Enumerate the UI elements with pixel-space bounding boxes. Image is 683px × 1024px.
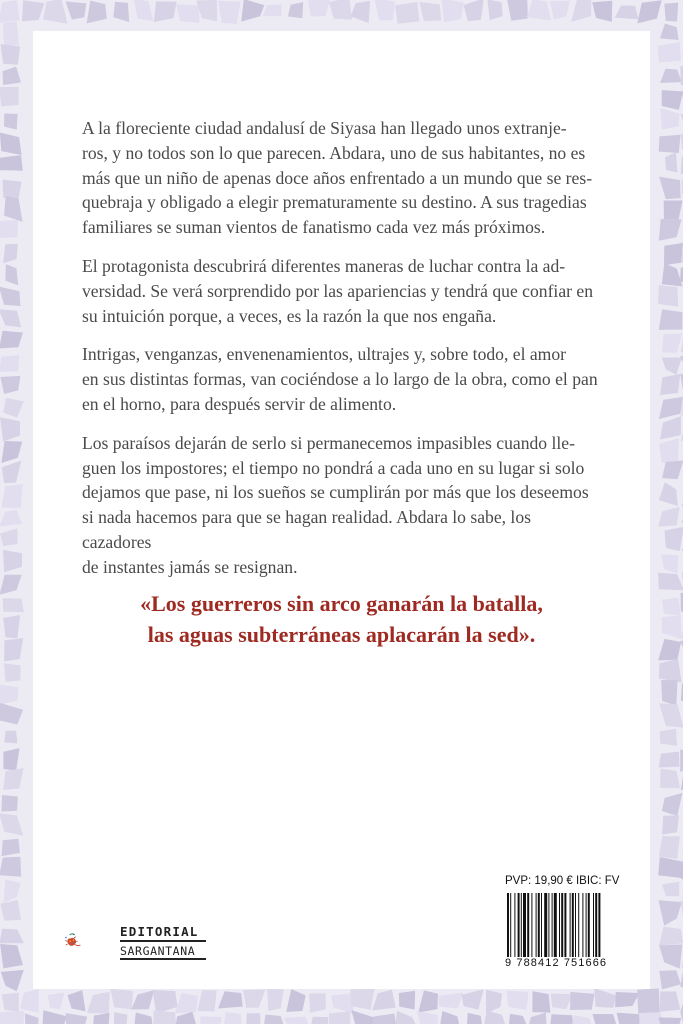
mosaic-tile: [0, 857, 21, 877]
mosaic-tile: [0, 417, 20, 441]
mosaic-tile: [419, 2, 441, 21]
quote-line-2: las aguas subterráneas aplacarán la sed».: [147, 622, 536, 647]
publisher-logo: [64, 912, 124, 970]
mosaic-tile: [659, 900, 682, 926]
mosaic-tile: [550, 1014, 574, 1024]
mosaic-tile: [659, 659, 682, 683]
isbn-digits: 9 788412 751666: [505, 957, 608, 969]
mosaic-tile: [659, 944, 682, 968]
mosaic-tile: [659, 309, 683, 330]
mosaic-tile: [0, 355, 19, 372]
mosaic-tile: [154, 1011, 177, 1024]
mosaic-tile: [3, 768, 23, 790]
mosaic-tile: [0, 900, 21, 921]
mosaic-tile: [113, 2, 129, 22]
mosaic-tile: [3, 21, 19, 45]
mosaic-tile: [67, 990, 85, 1011]
mosaic-tile: [532, 991, 550, 1012]
barcode-bar: [523, 893, 526, 957]
mosaic-tile: [550, 1, 570, 20]
mosaic-tile: [0, 286, 20, 306]
barcode-bar: [559, 893, 560, 957]
mosaic-tile: [659, 482, 678, 506]
barcode-bar: [561, 893, 563, 957]
text-line: de instantes jamás se resignan.: [82, 556, 298, 577]
mosaic-tile: [48, 993, 65, 1010]
mosaic-tile: [0, 331, 23, 349]
mosaic-tile: [1, 484, 22, 508]
barcode-bar: [578, 893, 579, 957]
mosaic-tile: [0, 685, 19, 705]
mosaic-tile: [110, 989, 133, 1010]
barcode-bar: [544, 893, 547, 957]
mosaic-tile: [351, 1, 370, 23]
barcode-bar: [521, 893, 522, 957]
mosaic-tile: [660, 108, 679, 130]
text-line: en sus distintas formas, van cociéndose a lo largo de la obra, como el pan: [82, 369, 598, 390]
mosaic-tile: [659, 836, 680, 859]
barcode-bar: [538, 893, 540, 957]
text-line: A la floreciente ciudad andalusí de Siyasa han llegado unos extranje-: [82, 118, 567, 138]
mosaic-tile: [662, 815, 679, 834]
mosaic-tile: [223, 1012, 242, 1024]
mosaic-tile: [662, 90, 683, 110]
mosaic-tile: [0, 0, 20, 23]
mosaic-tile: [637, 988, 659, 1014]
gecko-icon: [65, 934, 80, 946]
mosaic-tile: [4, 663, 21, 682]
mosaic-tile: [131, 990, 154, 1009]
mosaic-tile: [87, 1, 107, 24]
mosaic-tile: [662, 882, 679, 897]
mosaic-tile: [4, 879, 21, 902]
mosaic-tile: [3, 66, 21, 84]
mosaic-tile: [2, 795, 18, 812]
mosaic-tile: [241, 0, 264, 22]
blurb-paragraph: [82, 431, 604, 580]
mosaic-tile: [196, 0, 217, 21]
mosaic-tile: [3, 180, 22, 199]
barcode-bar: [598, 893, 600, 957]
price-label: PVP: 19,90 € IBIC: FV: [505, 875, 620, 887]
barcode-bar: [588, 893, 590, 957]
mosaic-tile: [372, 990, 395, 1011]
mosaic-tile: [439, 993, 463, 1009]
mosaic-tile: [0, 813, 23, 835]
mosaic-tile: [615, 992, 640, 1007]
mosaic-tile: [395, 2, 419, 24]
mosaic-tile: [20, 989, 39, 1013]
mosaic-tile: [417, 1011, 438, 1024]
mosaic-tile: [659, 438, 679, 463]
mosaic-tile: [351, 1010, 374, 1024]
text-line: quebraja y obligado a elegir prematuramente su destino. A sus tragedias: [82, 192, 587, 213]
mosaic-tile: [660, 769, 680, 789]
mosaic-tile: [309, 993, 326, 1013]
mosaic-tile: [662, 357, 682, 374]
mosaic-tile: [4, 114, 18, 130]
mosaic-tile: [328, 1011, 350, 1024]
mosaic-tile: [0, 155, 23, 171]
mosaic-tile: [570, 1015, 594, 1024]
mosaic-tile: [372, 1013, 397, 1024]
mosaic-tile: [0, 132, 22, 155]
mosaic-tile: [284, 1017, 310, 1024]
mosaic-tile: [350, 988, 374, 1009]
mosaic-tile: [659, 219, 682, 241]
mosaic-tile: [660, 374, 680, 395]
mosaic-tile: [218, 1, 241, 24]
mosaic-tile: [310, 1017, 328, 1024]
mosaic-tile: [486, 990, 502, 1014]
mosaic-tile: [263, 1015, 285, 1024]
mosaic-tile: [466, 1013, 483, 1024]
mosaic-tile: [638, 1012, 661, 1024]
text-line: más que un niño de apenas doce años enfrentado a un mundo que se res-: [82, 167, 593, 188]
mosaic-tile: [0, 528, 18, 546]
mosaic-tile: [43, 0, 68, 24]
barcode-bar: [510, 893, 511, 957]
mosaic-tile: [658, 857, 683, 878]
mosaic-tile: [662, 263, 683, 286]
barcode-bar: [541, 893, 542, 957]
barcode-bar: [570, 893, 571, 957]
mosaic-tile: [659, 177, 681, 200]
mosaic-tile: [527, 0, 551, 21]
publisher-name-line-1: EDITORIAL: [120, 924, 199, 939]
mosaic-tile: [267, 989, 283, 1011]
logo-divider: [120, 958, 206, 960]
mosaic-tile: [0, 1011, 24, 1024]
mosaic-tile: [246, 1013, 261, 1024]
barcode-bar: [536, 893, 537, 957]
blurb-paragraph: [82, 116, 604, 240]
mosaic-tile: [153, 990, 178, 1014]
mosaic-tile: [114, 1012, 128, 1024]
mosaic-tile: [92, 1013, 109, 1024]
barcode-bar: [593, 893, 594, 957]
mosaic-tile: [660, 24, 679, 40]
mosaic-tile: [661, 680, 677, 706]
mosaic-tile: [134, 0, 154, 21]
mosaic-tile: [200, 1016, 221, 1024]
blurb-paragraph: [82, 342, 604, 416]
mosaic-tile: [570, 992, 594, 1010]
blurb-paragraph: [82, 254, 604, 328]
mosaic-tile: [0, 510, 22, 527]
mosaic-tile: [176, 4, 199, 23]
mosaic-tile: [658, 639, 681, 661]
text-line: Los paraísos dejarán de serlo si permanecemos impasibles cuando lle-: [82, 432, 575, 453]
quote-line-1: «Los guerreros sin arco ganarán la batalla,: [140, 591, 543, 616]
mosaic-tile: [66, 1, 87, 19]
mosaic-tile: [659, 970, 681, 989]
text-line: familiares se suman vientos de fanatismo cada vez más próximos.: [82, 217, 546, 238]
barcode-bar: [518, 893, 520, 957]
mosaic-tile: [592, 1014, 618, 1024]
mosaic-tile: [662, 334, 682, 353]
logo-divider: [120, 940, 206, 942]
mosaic-tile: [87, 992, 110, 1014]
mosaic-tile: [661, 554, 678, 573]
barcode-bar: [575, 893, 576, 957]
mosaic-tile: [507, 0, 528, 21]
mosaic-tile: [2, 993, 19, 1012]
mosaic-tile: [3, 398, 23, 418]
publisher-name-line-2: SARGANTANA: [120, 944, 196, 958]
mosaic-tile: [175, 993, 198, 1013]
mosaic-tile: [5, 264, 18, 285]
text-line: guen los impostores; el tiempo no pondrá a cada uno en su lugar si solo: [82, 457, 585, 478]
mosaic-tile: [592, 1, 612, 22]
mosaic-tile: [660, 416, 681, 439]
mosaic-tile: [0, 220, 18, 238]
mosaic-tile: [175, 1012, 198, 1024]
mosaic-tile: [664, 3, 678, 22]
mosaic-tile: [664, 243, 683, 265]
mosaic-tile: [134, 1012, 154, 1024]
mosaic-tile: [3, 598, 24, 612]
barcode-bar: [548, 893, 549, 957]
mosaic-tile: [374, 0, 394, 20]
mosaic-tile: [3, 615, 20, 638]
mosaic-tile: [660, 69, 682, 83]
mosaic-tile: [2, 839, 20, 856]
mosaic-tile: [198, 990, 217, 1011]
mosaic-tile: [658, 42, 681, 62]
mosaic-tile: [662, 793, 683, 816]
barcode-bar: [514, 893, 515, 957]
mosaic-tile: [4, 196, 23, 222]
mosaic-tile: [594, 988, 616, 1008]
mosaic-tile: [22, 0, 44, 21]
mosaic-tile: [3, 748, 19, 771]
text-line: El protagonista descubrirá diferentes maneras de luchar contra la ad-: [82, 255, 566, 276]
text-line: si nada hacemos para que se hagan realidad. Abdara lo sabe, los cazadores: [82, 507, 531, 552]
mosaic-tile: [659, 397, 683, 419]
mosaic-tile: [461, 989, 483, 1010]
mosaic-tile: [617, 1013, 640, 1024]
mosaic-tile: [659, 991, 680, 1011]
mosaic-tile: [658, 573, 683, 591]
mosaic-tile: [263, 5, 282, 17]
mosaic-tile: [3, 244, 18, 263]
mosaic-tile: [0, 575, 22, 595]
barcode-bar: [572, 893, 574, 957]
mosaic-tile: [664, 527, 683, 551]
mosaic-tile: [4, 731, 17, 744]
mosaic-tile: [659, 135, 681, 153]
mosaic-tile: [659, 927, 683, 946]
mosaic-tile: [0, 309, 21, 327]
mosaic-tile: [394, 1011, 419, 1024]
barcode-bar: [586, 893, 587, 957]
mosaic-tile: [665, 152, 678, 172]
barcode-bar: [531, 893, 532, 957]
mosaic-tile: [42, 1010, 67, 1024]
mosaic-tile: [399, 991, 415, 1010]
isbn-barcode: [505, 893, 626, 957]
mosaic-tile: [286, 989, 305, 1012]
text-line: ros, y no todos son lo que parecen. Abdara, uno de sus habitantes, no es: [82, 142, 586, 163]
mosaic-tile: [329, 0, 352, 20]
mosaic-tile: [487, 0, 502, 20]
mosaic-tile: [66, 1013, 88, 1024]
text-line: Intrigas, venganzas, envenenamientos, ultrajes y, sobre todo, el amor: [82, 344, 566, 365]
mosaic-tile: [218, 991, 243, 1008]
mosaic-tile: [2, 461, 22, 483]
barcode-bar: [595, 893, 597, 957]
mosaic-tile: [0, 944, 23, 968]
text-line: en el horno, para después servir de alimento.: [82, 393, 397, 414]
mosaic-tile: [527, 1013, 547, 1024]
mosaic-tile: [662, 616, 682, 640]
mosaic-tile: [1, 441, 22, 463]
mosaic-tile: [483, 1010, 508, 1024]
barcode-bar: [527, 893, 529, 957]
mosaic-tile: [664, 200, 683, 220]
featured-quote: [33, 588, 650, 650]
mosaic-tile: [660, 729, 677, 746]
mosaic-tile: [0, 929, 24, 944]
mosaic-tile: [442, 0, 464, 22]
mosaic-tile: [658, 285, 678, 307]
mosaic-tile: [331, 993, 354, 1014]
mosaic-tile: [439, 1011, 460, 1024]
text-line: versidad. Se verá sorprendido por las apariencias y tendrá que confiar en: [82, 280, 593, 301]
mosaic-tile: [0, 87, 19, 107]
barcode-bar: [582, 893, 583, 957]
mosaic-tile: [3, 550, 22, 572]
mosaic-tile: [4, 638, 23, 661]
mosaic-tile: [288, 2, 303, 18]
mosaic-tile: [1, 970, 24, 991]
mosaic-tile: [658, 507, 680, 527]
mosaic-tile: [659, 703, 683, 727]
barcode-bar: [507, 893, 509, 957]
mosaic-tile: [551, 994, 573, 1010]
mosaic-tile: [508, 1014, 528, 1024]
mosaic-tile: [25, 1013, 39, 1024]
mosaic-tile: [615, 6, 639, 20]
mosaic-tile: [243, 989, 266, 1008]
mosaic-tile: [637, 0, 661, 23]
mosaic-tile: [308, 0, 330, 17]
mosaic-tile: [662, 598, 681, 616]
mosaic-tile: [0, 44, 20, 65]
mosaic-tile: [418, 990, 438, 1012]
barcode-bar: [552, 893, 553, 957]
mosaic-tile: [662, 461, 683, 480]
text-line: dejamos que pase, ni los sueños se cumplirán por más que los deseemos: [82, 482, 589, 503]
mosaic-tile: [571, 0, 591, 22]
mosaic-tile: [659, 752, 679, 768]
mosaic-tile: [154, 2, 177, 22]
mosaic-tile: [506, 991, 528, 1010]
text-line: su intuición porque, a veces, es la razón la que nos engaña.: [82, 305, 497, 326]
barcode-bar: [564, 893, 566, 957]
barcode-bar: [554, 893, 557, 957]
mosaic-tile: [0, 702, 23, 724]
mosaic-tile: [659, 1017, 682, 1024]
blurb-text: [82, 116, 604, 594]
mosaic-tile: [0, 376, 20, 394]
mosaic-tile: [464, 0, 484, 21]
